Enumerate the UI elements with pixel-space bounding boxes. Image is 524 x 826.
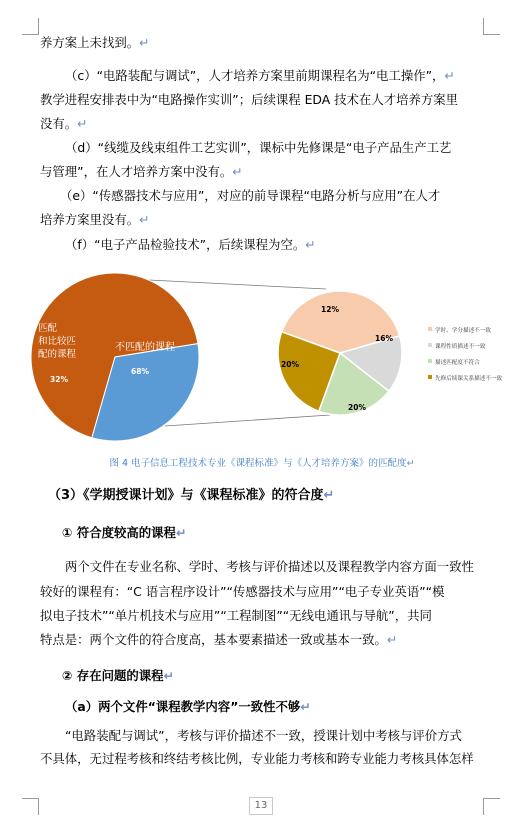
subsection-heading: ① 符合度较高的课程↵ [62,525,187,540]
breakdown-pie [278,291,402,415]
slice-value-label: 16% [375,334,393,343]
legend-swatch [428,343,432,347]
section-heading: （3）《学期授课计划》与《课程标准》的符合度↵ [48,488,335,503]
slice-value-label: 20% [348,403,366,412]
match-degree-chart [0,270,524,450]
legend-swatch [428,327,432,331]
paragraph-line: 与管理”，在人才培养方案中没有。↵ [40,164,243,179]
paragraph-line: （c）“电路装配与调试”，人才培养方案里前期课程名为“电工操作”，↵ [65,68,455,83]
corner-mark-bottom-left [22,798,39,815]
legend-swatch [428,359,432,363]
slice-label: 匹配 [38,323,58,334]
legend-label: 课程性质描述不一致 [435,344,486,350]
page-number: 13 [249,797,273,815]
slice-value-label: 20% [281,360,299,369]
paragraph-line: “电路装配与调试”，考核与评价描述不一致，授课计划中考核与评价方式 [65,728,462,743]
slice-value-label: 12% [321,305,339,314]
legend-label: 学时、学分描述不一致 [435,328,491,334]
paragraph-line: （f）“电子产品检验技术”，后续课程为空。↵ [65,237,316,252]
paragraph-line: 教学进程安排表中为“电路操作实训”；后续课程 EDA 技术在人才培养方案里 [40,92,459,107]
paragraph-line: 两个文件在专业名称、学时、考核与评价描述以及课程教学内容方面一致性 [65,559,474,574]
connector-line [149,280,326,289]
legend-label: 描述匹配度不符合 [435,360,480,366]
corner-mark-top-left [22,18,39,35]
legend-swatch [428,375,432,379]
slice-label: 和比较匹 [38,336,77,347]
corner-mark-bottom-right [483,798,500,815]
breakdown-legend [428,326,503,382]
subsubsection-heading: （a）两个文件“课程教学内容”一致性不够↵ [65,699,311,714]
figure-caption: 图 4 电子信息工程技术专业《课程标准》与《人才培养方案》的匹配度↵ [109,458,415,469]
slice-label: 不匹配的课程 [115,342,175,353]
paragraph-line: （e）“传感器技术与应用”，对应的前导课程“电路分析与应用”在人才 [60,188,441,203]
paragraph-line: 养方案上未找到。↵ [40,35,150,50]
slice-value-label: 68% [131,367,149,376]
subsection-heading: ② 存在问题的课程↵ [62,668,174,683]
connector-line [165,415,330,426]
corner-mark-top-right [483,18,500,35]
paragraph-line: 不具体，无过程考核和终结考核比例，专业能力考核和跨专业能力考核具体怎样 [40,751,474,766]
paragraph-line: （d）“线缆及线束组件工艺实训”，课标中先修课是“电子产品生产工艺 [65,140,452,155]
legend-label: 先修后续课关系描述不一致 [435,376,503,382]
paragraph-line: 没有。↵ [40,116,88,131]
paragraph-line: 拟电子技术”“单片机技术与应用”“工程制图”“无线电通讯与导航”，共同 [40,608,432,623]
slice-label: 配的课程 [38,349,77,360]
slice-value-label: 32% [50,375,68,384]
paragraph-line: 特点是：两个文件的符合度高，基本要素描述一致或基本一致。↵ [40,632,398,647]
paragraph-line: 培养方案里没有。↵ [40,212,150,227]
paragraph-line: 较好的课程有：“C 语言程序设计”“传感器技术与应用”“电子专业英语”“模 [40,584,445,599]
